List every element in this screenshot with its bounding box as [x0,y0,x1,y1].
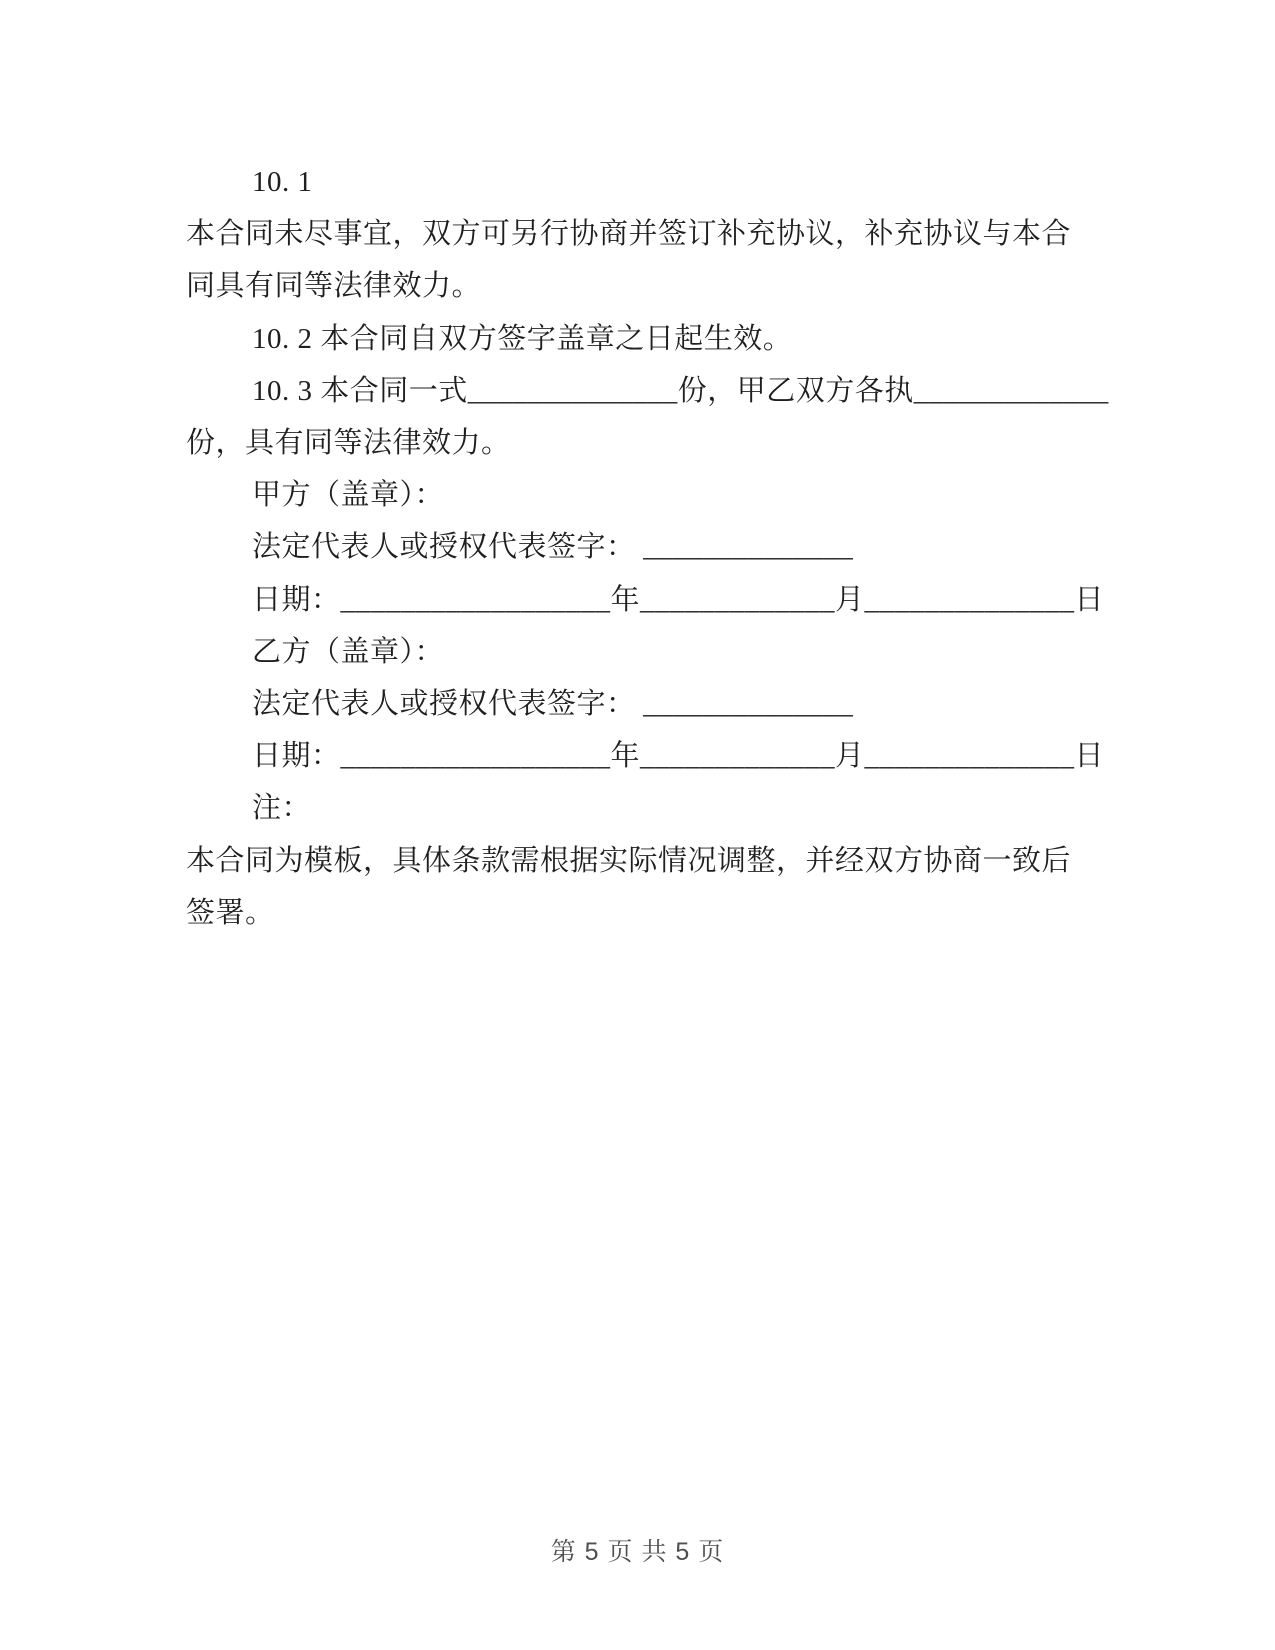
contract-body [186,156,1126,939]
clause-10-1-number: 10. 1 [252,166,313,198]
party-b-seal: 乙方（盖章）： [252,635,445,668]
page-footer [0,1532,1275,1568]
note-label: 注： [252,792,312,825]
clause-10-1-text-line-1: 本合同未尽事宜，双方可另行协商并签订补充协议，补充协议与本合 [186,218,1072,251]
page-number-text: 第 5 页 共 5 页 [550,1538,725,1566]
clause-10-3-line-1: 10. 3 本合同一式______________份，甲乙双方各执_____________ [252,374,1109,407]
clause-10-2: 10. 2 本合同自双方签字盖章之日起生效。 [252,322,793,355]
party-a-representative-signature: 法定代表人或授权代表签字： ______________ [252,531,854,564]
party-b-date: 日期：__________________年_____________月______________日 [252,740,1105,773]
clause-10-1-text-line-2: 同具有同等法律效力。 [186,270,482,303]
note-text-line-2: 签署。 [186,896,275,929]
party-b-representative-signature: 法定代表人或授权代表签字： ______________ [252,688,854,721]
party-a-date: 日期：__________________年_____________月______________日 [252,583,1105,616]
note-text-line-1: 本合同为模板，具体条款需根据实际情况调整，并经双方协商一致后 [186,844,1072,877]
party-a-seal: 甲方（盖章）： [252,479,445,512]
clause-10-3-line-2: 份，具有同等法律效力。 [186,427,511,460]
